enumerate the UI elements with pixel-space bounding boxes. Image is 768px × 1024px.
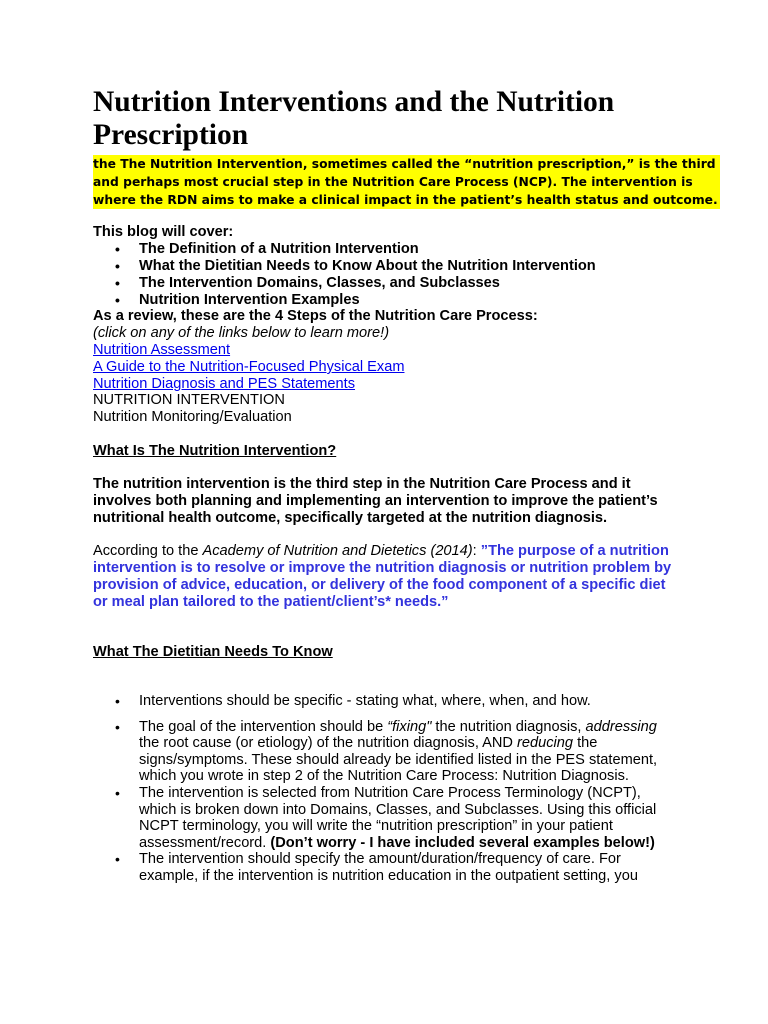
cover-heading: This blog will cover:: [93, 224, 234, 240]
highlight-line: and perhaps most crucial step in the Nutrition Care Process (NCP). The intervention is: [93, 173, 720, 191]
section-heading: What Is The Nutrition Intervention?: [93, 443, 337, 459]
list-item: • The goal of the intervention should be “fixing" the nutrition diagnosis, addressing the root cause (or etiology) of the nutrition diagnosis, AND reducing the signs/symptoms. These should already be identified listed in the PES statement, which you wrote in step 2 of the Nutrition Care Process: Nutrition Diagnosis.: [93, 719, 678, 785]
list-item: • What the Dietitian Needs to Know About the Nutrition Intervention: [93, 258, 596, 275]
intervention-definition: The nutrition intervention is the third step in the Nutrition Care Process and it involves both planning and implementing an intervention to improve the patient’s nutritional health outcome, specifically targeted at the nutrition diagnosis.: [93, 476, 658, 526]
link-nutrition-diagnosis[interactable]: Nutrition Diagnosis and PES Statements: [93, 376, 356, 392]
source-citation: Academy of Nutrition and Dietetics (2014): [202, 543, 473, 559]
academy-quote-paragraph: According to the Academy of Nutrition and Dietetics (2014): ”The purpose of a nutrition intervention is to resolve or improve the nutrition diagnosis or nutrition problem by provision of advice, education, or delivery of the food component of a specific diet or meal plan tailored to the patient/client’s* needs.”: [93, 543, 672, 610]
list-item: • Nutrition Intervention Examples: [93, 292, 596, 309]
review-heading: As a review, these are the 4 Steps of the Nutrition Care Process:: [93, 308, 538, 324]
highlight-line: where the RDN aims to make a clinical impact in the patient’s health status and outcome.: [93, 193, 718, 207]
cover-list: [93, 241, 596, 309]
list-item: • The intervention should specify the amount/duration/frequency of care. For example, if the intervention is nutrition education in the outpatient setting, you: [93, 851, 678, 884]
list-item: • The Definition of a Nutrition Intervention: [93, 241, 596, 258]
list-item: • Interventions should be specific - stating what, where, when, and how.: [93, 693, 678, 710]
review-note: (click on any of the links below to learn more!): [93, 325, 390, 341]
academy-quote: ”The purpose of a nutrition intervention is to resolve or improve the nutrition diagnosis or nutrition problem by provision of advice, education, or delivery of the food component of a specific diet or meal plan tailored to the patient/client’s* needs.”: [93, 543, 672, 610]
step-nutrition-intervention: NUTRITION INTERVENTION: [93, 392, 285, 408]
highlight-line: the The Nutrition Intervention, sometimes called the “nutrition prescription,” is the third: [93, 155, 720, 173]
highlighted-intro: [93, 155, 720, 209]
dietitian-list: [93, 693, 678, 885]
step-monitoring-evaluation: Nutrition Monitoring/Evaluation: [93, 409, 292, 425]
link-nutrition-assessment[interactable]: Nutrition Assessment: [93, 342, 231, 358]
list-item: • The intervention is selected from Nutrition Care Process Terminology (NCPT), which is broken down into Domains, Classes, and Subclasses. Using this official NCPT terminology, you will write the “nutrition prescription” in your patient assessment/record. (Don’t worry - I have included several examples below!): [93, 785, 678, 851]
link-physical-exam-guide[interactable]: A Guide to the Nutrition-Focused Physical Exam: [93, 359, 405, 375]
page-title: Nutrition Interventions and the Nutrition Prescription: [93, 86, 615, 151]
section-heading: What The Dietitian Needs To Know: [93, 644, 333, 660]
list-item: • The Intervention Domains, Classes, and Subclasses: [93, 275, 596, 292]
